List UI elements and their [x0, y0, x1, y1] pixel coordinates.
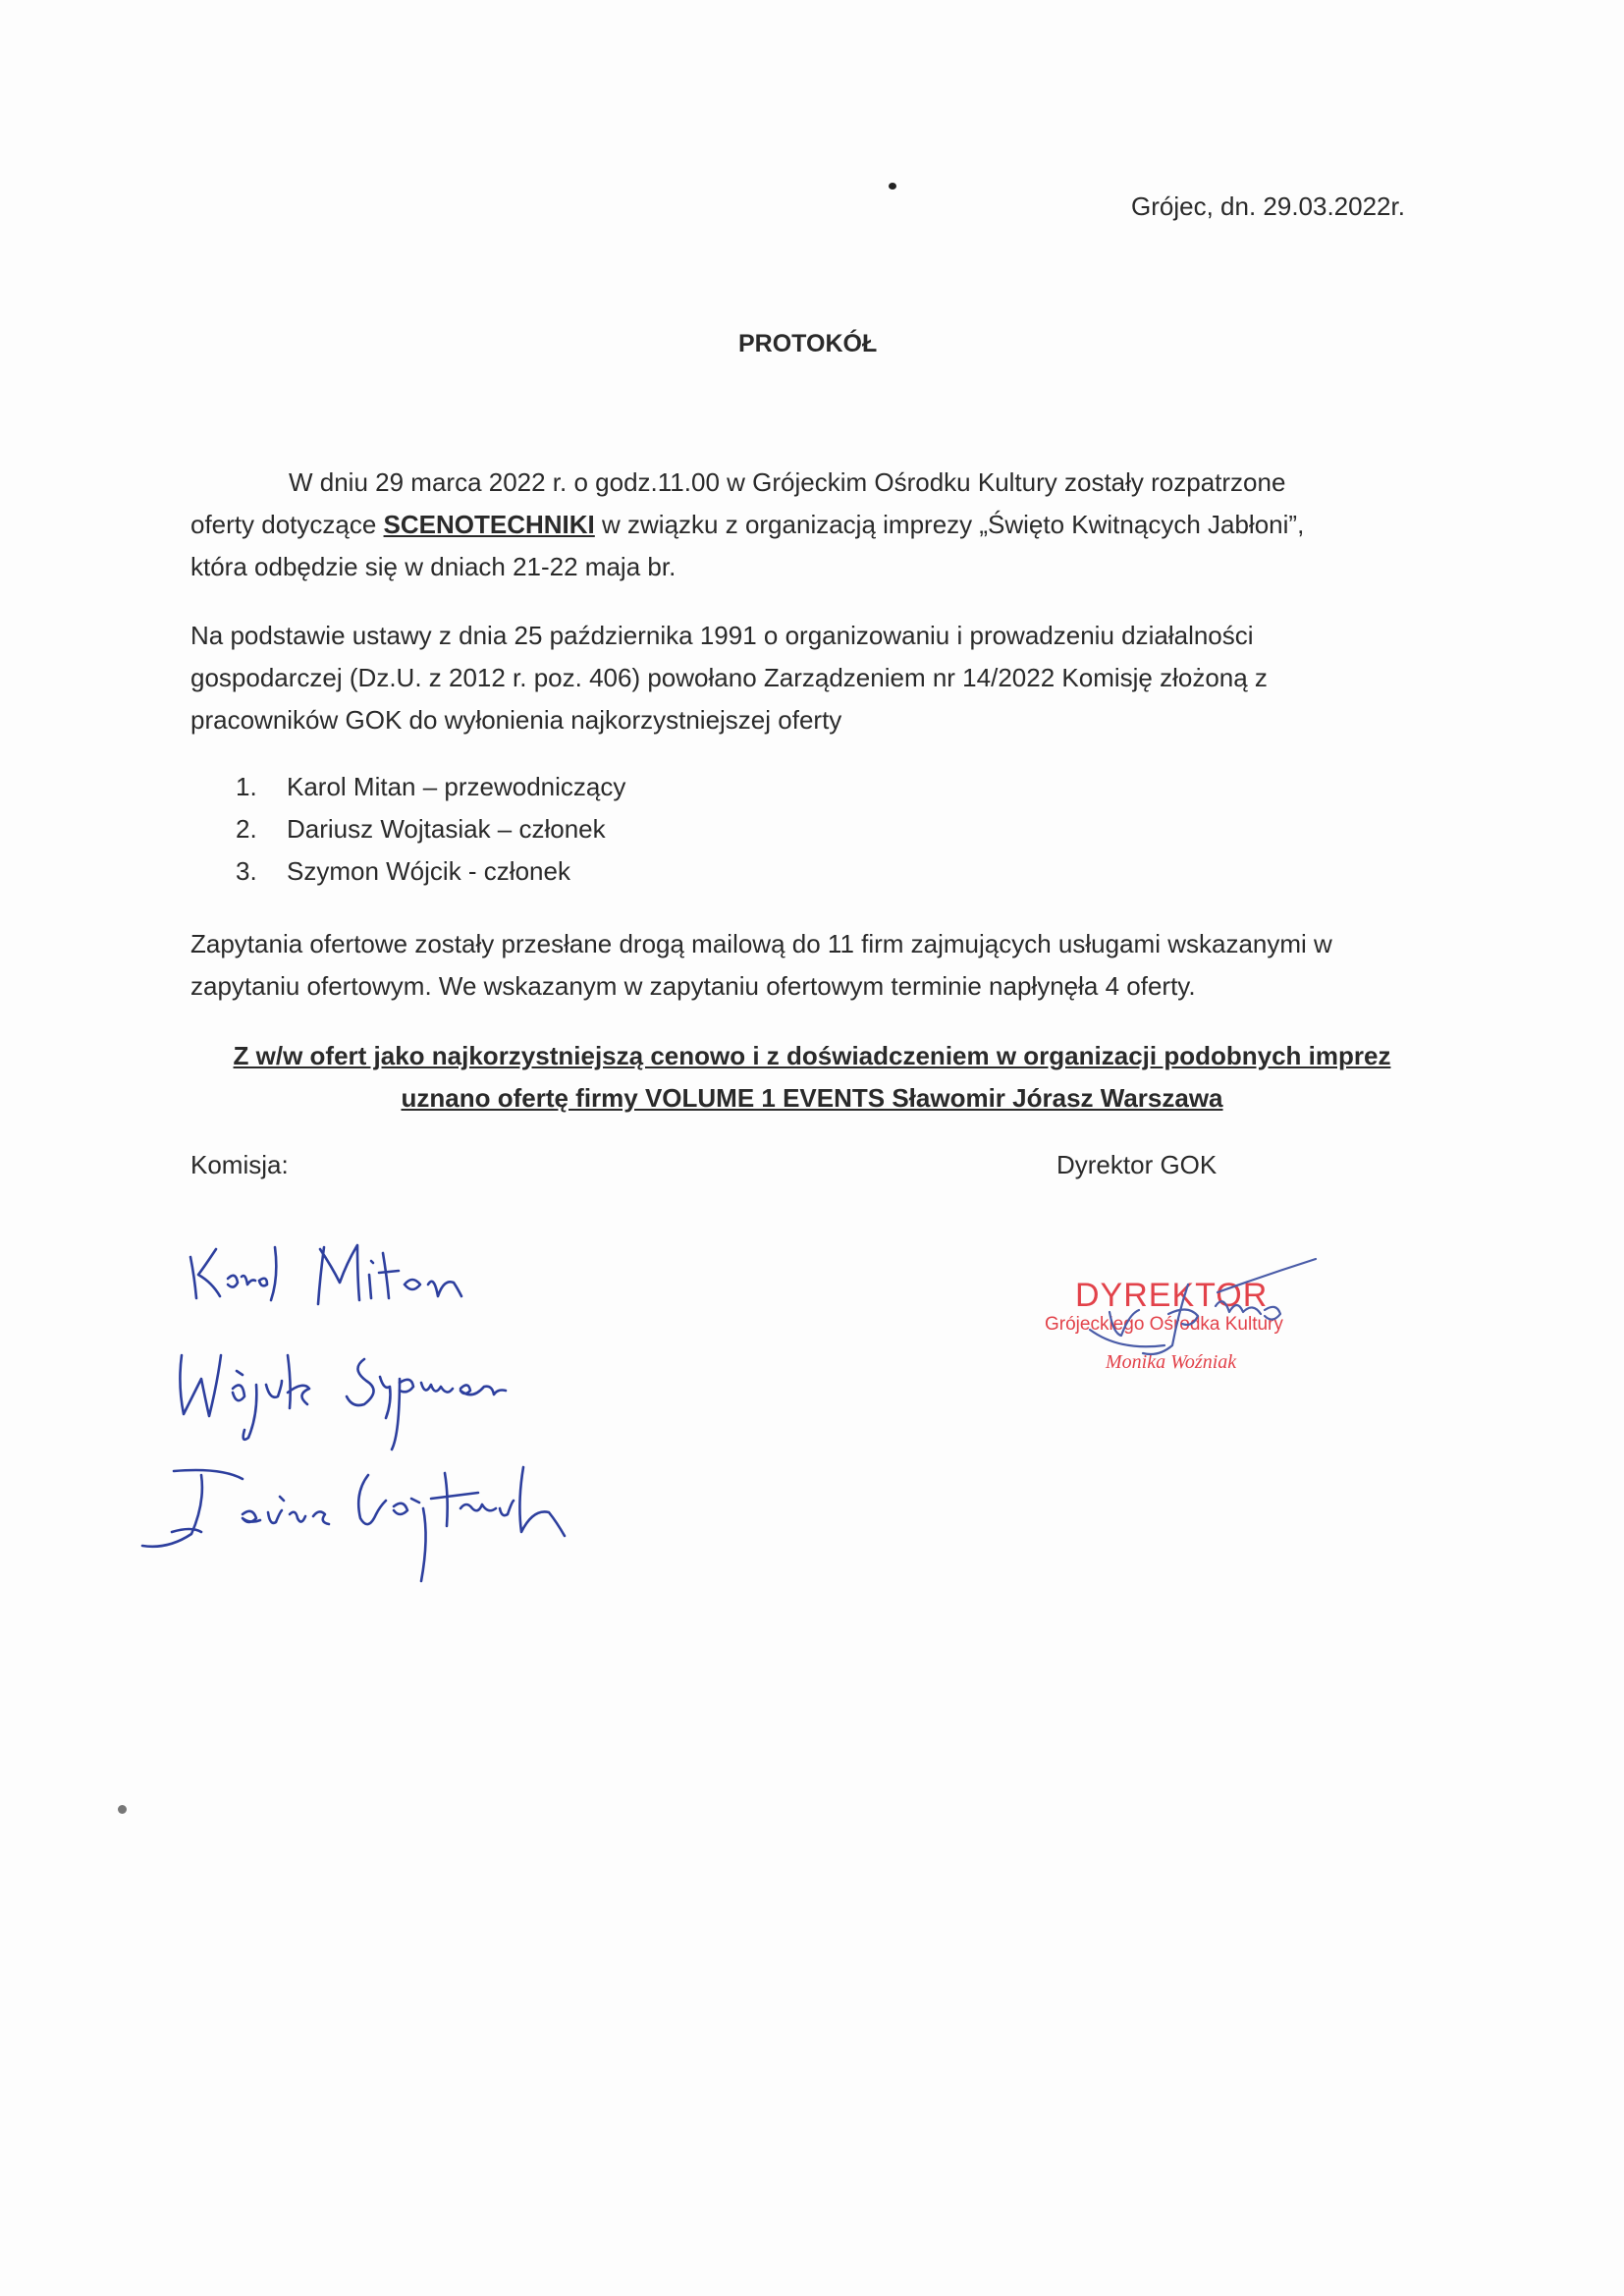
paragraph-inquiries-line: zapytaniu ofertowym. We wskazanym w zapytaniu ofertowym terminie napłynęła 4 oferty. — [190, 971, 1196, 1001]
list-number: 3. — [236, 856, 257, 886]
signature-dariusz-wojtasiak — [133, 1453, 643, 1591]
director-label: Dyrektor GOK — [1056, 1150, 1218, 1179]
paragraph-intro-text: w związku z organizacją imprezy „Święto Kwitnących Jabłoni”, — [594, 510, 1305, 539]
paragraph-inquiries-line: Zapytania ofertowe zostały przesłane drogą mailową do 11 firm zajmujących usługami wskazanymi w — [190, 929, 1332, 958]
member-name: Karol Mitan – przewodniczący — [287, 772, 626, 801]
committee-member — [236, 766, 625, 808]
place-and-date: Grójec, dn. 29.03.2022r. — [1131, 191, 1405, 221]
subject-highlight: SCENOTECHNIKI — [383, 510, 595, 539]
list-number: 1. — [236, 772, 257, 801]
committee-label: Komisja: — [190, 1150, 289, 1179]
stamp-name: Monika Woźniak — [1106, 1351, 1237, 1373]
document-title: PROTOKÓŁ — [738, 330, 878, 357]
paragraph-intro-line — [190, 504, 1447, 546]
decision-summary — [190, 1035, 1434, 1120]
signature-karol-mitan — [177, 1228, 471, 1316]
paragraph-legal-line: Na podstawie ustawy z dnia 25 października 1991 o organizowaniu i prowadzeniu działalności — [190, 621, 1254, 650]
committee-member — [236, 808, 625, 850]
paragraph-legal-line: pracowników GOK do wyłonienia najkorzystniejszej oferty — [190, 705, 842, 735]
stamp-title: DYREKTOR — [1075, 1277, 1269, 1314]
stamp-institution: Grójeckiego Ośrodka Kultury — [1045, 1314, 1283, 1335]
paragraph-legal-line: gospodarczej (Dz.U. z 2012 r. poz. 406) powołano Zarządzeniem nr 14/2022 Komisję złożoną z — [190, 663, 1268, 692]
scan-speck — [889, 183, 896, 190]
signature-szymon-wojcik — [172, 1336, 525, 1453]
paragraph-legal-basis — [190, 615, 1447, 741]
member-name: Dariusz Wojtasiak – członek — [287, 814, 606, 844]
member-name: Szymon Wójcik - członek — [287, 856, 570, 886]
list-number: 2. — [236, 814, 257, 844]
paragraph-intro-text: oferty dotyczące — [190, 510, 384, 539]
paragraph-intro — [190, 462, 1447, 588]
scan-speck — [118, 1805, 127, 1814]
paragraph-inquiries — [190, 923, 1447, 1008]
signature-director — [1070, 1255, 1326, 1383]
committee-member — [236, 850, 625, 893]
committee-list — [236, 766, 625, 893]
paragraph-intro-line: która odbędzie się w dniach 21-22 maja br. — [190, 552, 677, 581]
decision-line: uznano ofertę firmy VOLUME 1 EVENTS Sławomir Jórasz Warszawa — [401, 1083, 1223, 1113]
paragraph-intro-line: W dniu 29 marca 2022 r. o godz.11.00 w Grójeckim Ośrodku Kultury zostały rozpatrzone — [289, 467, 1286, 497]
decision-line: Z w/w ofert jako najkorzystniejszą cenowo i z doświadczeniem w organizacji podobnych imprez — [233, 1041, 1391, 1070]
